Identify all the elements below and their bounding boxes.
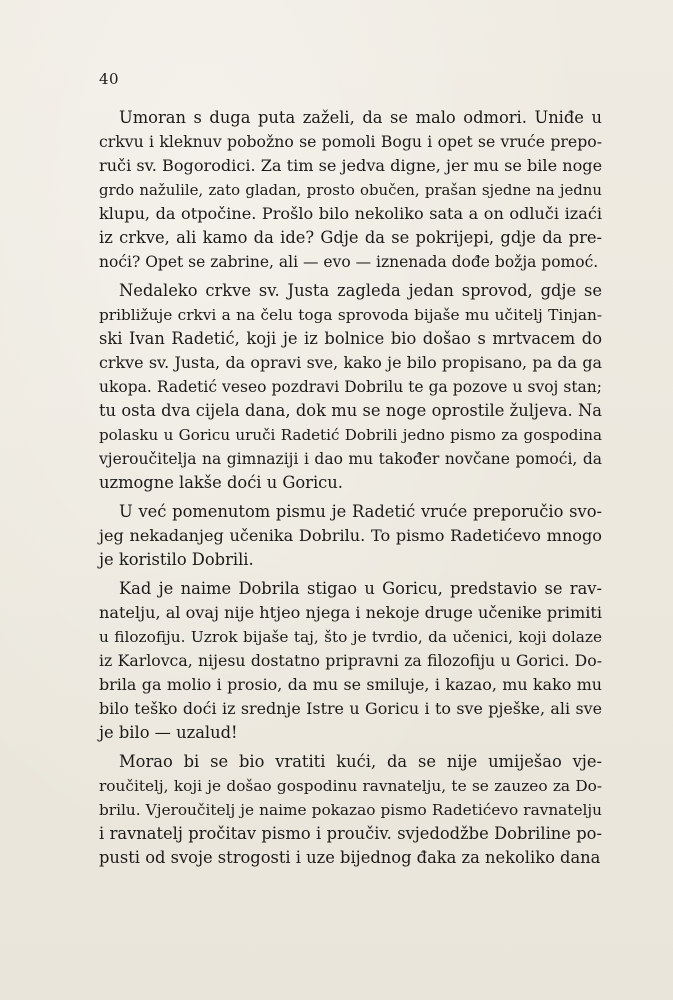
text-line: klupu, da otpočine. Prošlo bilo nekoliko sata a on odluči izaći [99, 204, 602, 223]
text-line: brila ga molio i prosio, da mu se smiluje, i kazao, mu kako mu [99, 675, 602, 694]
text-line: crkve sv. Justa, da opravi sve, kako je bilo propisano, pa da ga [99, 353, 602, 372]
text-line: ski Ivan Radetić, koji je iz bolnice bio došao s mrtvacem do [99, 329, 602, 348]
text-line: približuje crkvi a na čelu toga sprovoda bijaše mu učitelj Tinjan- [99, 306, 602, 324]
text-line: je koristilo Dobrili. [99, 550, 254, 569]
text-line: crkvu i kleknuv pobožno se pomoli Bogu i opet se vruće prepo- [99, 132, 602, 151]
text-line: vjeroučitelja na gimnaziji i dao mu također novčane pomoći, da [99, 450, 602, 468]
paragraph [99, 500, 602, 572]
text-line: jeg nekadanjeg učenika Dobrilu. To pismo Radetićevo mnogo [99, 526, 602, 545]
text-line: noći? Opet se zabrine, ali — evo — iznenada dođe božja pomoć. [99, 253, 599, 271]
text-line: uzmogne lakše doći u Goricu. [99, 473, 343, 492]
text-line: iz Karlovca, nijesu dostatno pripravni za filozofiju u Gorici. Do- [99, 651, 602, 670]
paragraph [99, 577, 602, 745]
text-line: polasku u Goricu uruči Radetić Dobrili jedno pismo za gospodina [99, 426, 602, 444]
text-line: ruči sv. Bogorodici. Za tim se jedva digne, jer mu se bile noge [99, 156, 603, 175]
text-line: u filozofiju. Uzrok bijaše taj, što je tvrdio, da učenici, koji dolaze [99, 628, 602, 646]
paragraph [99, 750, 602, 870]
paragraph [99, 106, 602, 274]
text-line: Kad je naime Dobrila stigao u Goricu, predstavio se rav- [119, 579, 602, 598]
text-line: pusti od svoje strogosti i uze bijednog đaka za nekoliko dana [99, 848, 601, 867]
text-line: bilo teško doći iz srednje Istre u Goricu i to sve pješke, ali sve [99, 699, 602, 718]
text-line: grdo nažulile, zato gladan, prosto obučen, prašan sjedne na jednu [99, 181, 602, 199]
text-line: Nedaleko crkve sv. Justa zagleda jedan sprovod, gdje se [119, 281, 602, 300]
text-line: Morao bi se bio vratiti kući, da se nije umiješao vje- [119, 752, 602, 771]
text-line: je bilo — uzalud! [99, 723, 238, 742]
text-line: Umoran s duga puta zaželi, da se malo odmori. Uniđe u [119, 108, 602, 127]
text-line: iz crkve, ali kamo da ide? Gdje da se pokrijepi, gdje da pre- [99, 228, 602, 247]
text-line: ukopa. Radetić veseo pozdravi Dobrilu te ga pozove u svoj stan; [99, 378, 602, 396]
text-line: natelju, al ovaj nije htjeo njega i nekoje druge učenike primiti [99, 603, 602, 622]
body-text [99, 106, 602, 875]
paragraph [99, 279, 602, 495]
text-line: tu osta dva cijela dana, dok mu se noge oprostile žuljeva. Na [99, 401, 602, 420]
page-number: 40 [99, 70, 120, 88]
text-line: U već pomenutom pismu je Radetić vruće preporučio svo- [119, 502, 602, 521]
text-line: brilu. Vjeroučitelj je naime pokazao pismo Radetićevo ravnatelju [99, 801, 602, 819]
text-line: roučitelj, koji je došao gospodinu ravnatelju, te se zauzeo za Do- [99, 777, 602, 795]
text-line: i ravnatelj pročitav pismo i proučiv. svjedodžbe Dobriline po- [99, 824, 602, 843]
